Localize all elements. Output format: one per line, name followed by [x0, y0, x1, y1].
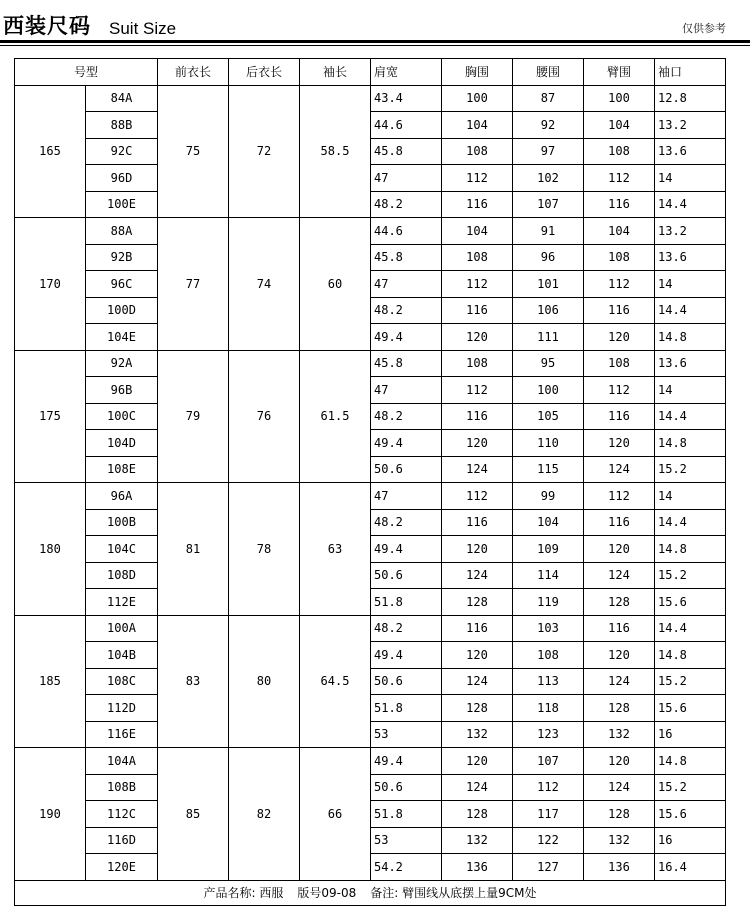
cell-shoulder: 49.4 — [371, 748, 442, 775]
cell-arm: 108 — [584, 350, 655, 377]
cell-cuff: 14.8 — [655, 324, 726, 351]
cell-waist: 104 — [513, 509, 584, 536]
cell-arm: 116 — [584, 615, 655, 642]
col-header-arm: 臂围 — [584, 59, 655, 86]
cell-size-type: 92C — [86, 138, 158, 165]
cell-size-type: 96A — [86, 483, 158, 510]
cell-cuff: 13.6 — [655, 244, 726, 271]
cell-size-type: 104D — [86, 430, 158, 457]
cell-waist: 114 — [513, 562, 584, 589]
cell-arm: 104 — [584, 218, 655, 245]
cell-cuff: 15.2 — [655, 562, 726, 589]
cell-shoulder: 44.6 — [371, 112, 442, 139]
cell-chest: 120 — [442, 642, 513, 669]
cell-waist: 105 — [513, 403, 584, 430]
cell-cuff: 14.4 — [655, 191, 726, 218]
cell-shoulder: 49.4 — [371, 642, 442, 669]
cell-shoulder: 51.8 — [371, 589, 442, 616]
cell-cuff: 15.2 — [655, 774, 726, 801]
table-row — [15, 801, 726, 828]
cell-chest: 112 — [442, 483, 513, 510]
cell-cuff: 15.6 — [655, 589, 726, 616]
cell-cuff: 16 — [655, 827, 726, 854]
cell-arm: 116 — [584, 297, 655, 324]
cell-waist: 118 — [513, 695, 584, 722]
header-rule-thick — [0, 40, 750, 43]
reference-note: 仅供参考 — [682, 22, 726, 35]
cell-shoulder: 54.2 — [371, 854, 442, 881]
cell-back-length: 80 — [229, 615, 300, 748]
cell-arm: 108 — [584, 244, 655, 271]
title-english: Suit Size — [109, 19, 177, 38]
cell-cuff: 14.8 — [655, 536, 726, 563]
cell-height: 180 — [15, 483, 86, 616]
cell-chest: 112 — [442, 165, 513, 192]
footer-version: 版号09-08 — [297, 886, 357, 900]
cell-chest: 124 — [442, 456, 513, 483]
cell-shoulder: 50.6 — [371, 456, 442, 483]
cell-waist: 127 — [513, 854, 584, 881]
cell-arm: 132 — [584, 827, 655, 854]
cell-chest: 120 — [442, 324, 513, 351]
cell-cuff: 16 — [655, 721, 726, 748]
table-row — [15, 668, 726, 695]
col-header-sleeve: 袖长 — [300, 59, 371, 86]
cell-cuff: 14.4 — [655, 615, 726, 642]
cell-chest: 108 — [442, 138, 513, 165]
cell-size-type: 116D — [86, 827, 158, 854]
table-row — [15, 562, 726, 589]
cell-shoulder: 45.8 — [371, 138, 442, 165]
col-header-cuff: 袖口 — [655, 59, 726, 86]
cell-cuff: 14 — [655, 377, 726, 404]
col-header-waist: 腰围 — [513, 59, 584, 86]
cell-front-length: 83 — [158, 615, 229, 748]
cell-shoulder: 43.4 — [371, 85, 442, 112]
cell-waist: 102 — [513, 165, 584, 192]
table-row — [15, 324, 726, 351]
table-row — [15, 297, 726, 324]
cell-cuff: 14.4 — [655, 297, 726, 324]
cell-arm: 100 — [584, 85, 655, 112]
table-row — [15, 827, 726, 854]
cell-sleeve-length: 60 — [300, 218, 371, 351]
cell-size-type: 100A — [86, 615, 158, 642]
cell-arm: 116 — [584, 509, 655, 536]
cell-cuff: 14.4 — [655, 403, 726, 430]
cell-shoulder: 49.4 — [371, 430, 442, 457]
cell-cuff: 13.2 — [655, 112, 726, 139]
cell-cuff: 14.8 — [655, 748, 726, 775]
table-row — [15, 721, 726, 748]
size-table — [14, 58, 726, 906]
cell-waist: 95 — [513, 350, 584, 377]
cell-chest: 116 — [442, 615, 513, 642]
table-row — [15, 430, 726, 457]
cell-arm: 128 — [584, 801, 655, 828]
table-row — [15, 509, 726, 536]
cell-size-type: 112E — [86, 589, 158, 616]
cell-chest: 112 — [442, 271, 513, 298]
cell-size-type: 112D — [86, 695, 158, 722]
cell-size-type: 88A — [86, 218, 158, 245]
cell-size-type: 100E — [86, 191, 158, 218]
table-row — [15, 138, 726, 165]
cell-shoulder: 45.8 — [371, 350, 442, 377]
table-row — [15, 456, 726, 483]
cell-arm: 116 — [584, 191, 655, 218]
header-rule-thin — [0, 45, 750, 46]
cell-waist: 122 — [513, 827, 584, 854]
cell-back-length: 76 — [229, 350, 300, 483]
cell-shoulder: 50.6 — [371, 562, 442, 589]
cell-shoulder: 48.2 — [371, 403, 442, 430]
title-chinese: 西装尺码 — [3, 14, 91, 38]
cell-waist: 115 — [513, 456, 584, 483]
cell-height: 175 — [15, 350, 86, 483]
cell-chest: 128 — [442, 695, 513, 722]
cell-size-type: 116E — [86, 721, 158, 748]
cell-size-type: 96D — [86, 165, 158, 192]
cell-size-type: 104C — [86, 536, 158, 563]
cell-cuff: 15.2 — [655, 456, 726, 483]
cell-arm: 128 — [584, 695, 655, 722]
cell-chest: 116 — [442, 403, 513, 430]
cell-cuff: 15.6 — [655, 695, 726, 722]
cell-height: 185 — [15, 615, 86, 748]
cell-waist: 119 — [513, 589, 584, 616]
cell-chest: 116 — [442, 191, 513, 218]
cell-size-type: 104E — [86, 324, 158, 351]
footer-product: 产品名称: 西服 — [203, 886, 284, 900]
col-header-shoulder: 肩宽 — [371, 59, 442, 86]
cell-size-type: 108D — [86, 562, 158, 589]
table-row — [15, 854, 726, 881]
cell-sleeve-length: 63 — [300, 483, 371, 616]
cell-arm: 132 — [584, 721, 655, 748]
cell-waist: 106 — [513, 297, 584, 324]
table-row — [15, 615, 726, 642]
cell-shoulder: 48.2 — [371, 509, 442, 536]
cell-chest: 116 — [442, 509, 513, 536]
cell-waist: 111 — [513, 324, 584, 351]
footer-cell — [15, 880, 726, 905]
cell-front-length: 77 — [158, 218, 229, 351]
cell-back-length: 78 — [229, 483, 300, 616]
table-row — [15, 536, 726, 563]
cell-sleeve-length: 61.5 — [300, 350, 371, 483]
table-row — [15, 350, 726, 377]
cell-arm: 112 — [584, 271, 655, 298]
cell-arm: 120 — [584, 536, 655, 563]
cell-back-length: 74 — [229, 218, 300, 351]
cell-shoulder: 51.8 — [371, 695, 442, 722]
cell-shoulder: 45.8 — [371, 244, 442, 271]
cell-shoulder: 44.6 — [371, 218, 442, 245]
cell-shoulder: 49.4 — [371, 324, 442, 351]
cell-waist: 97 — [513, 138, 584, 165]
cell-size-type: 104A — [86, 748, 158, 775]
cell-shoulder: 48.2 — [371, 297, 442, 324]
cell-arm: 112 — [584, 165, 655, 192]
cell-chest: 128 — [442, 589, 513, 616]
cell-shoulder: 48.2 — [371, 191, 442, 218]
table-row — [15, 589, 726, 616]
cell-height: 170 — [15, 218, 86, 351]
cell-front-length: 79 — [158, 350, 229, 483]
cell-size-type: 108C — [86, 668, 158, 695]
col-header-front-length: 前衣长 — [158, 59, 229, 86]
cell-size-type: 104B — [86, 642, 158, 669]
cell-arm: 108 — [584, 138, 655, 165]
cell-cuff: 15.6 — [655, 801, 726, 828]
cell-waist: 107 — [513, 191, 584, 218]
cell-waist: 108 — [513, 642, 584, 669]
cell-shoulder: 49.4 — [371, 536, 442, 563]
cell-chest: 120 — [442, 748, 513, 775]
cell-chest: 124 — [442, 774, 513, 801]
cell-arm: 112 — [584, 483, 655, 510]
table-row — [15, 85, 726, 112]
cell-shoulder: 53 — [371, 721, 442, 748]
cell-cuff: 14.4 — [655, 509, 726, 536]
cell-shoulder: 48.2 — [371, 615, 442, 642]
cell-chest: 116 — [442, 297, 513, 324]
table-row — [15, 642, 726, 669]
cell-size-type: 108B — [86, 774, 158, 801]
cell-chest: 120 — [442, 430, 513, 457]
cell-shoulder: 47 — [371, 165, 442, 192]
cell-arm: 124 — [584, 668, 655, 695]
cell-waist: 113 — [513, 668, 584, 695]
cell-arm: 120 — [584, 324, 655, 351]
cell-size-type: 100D — [86, 297, 158, 324]
cell-arm: 124 — [584, 562, 655, 589]
cell-waist: 123 — [513, 721, 584, 748]
cell-size-type: 96B — [86, 377, 158, 404]
cell-size-type: 100C — [86, 403, 158, 430]
cell-waist: 92 — [513, 112, 584, 139]
cell-size-type: 88B — [86, 112, 158, 139]
table-row — [15, 695, 726, 722]
cell-waist: 96 — [513, 244, 584, 271]
cell-cuff: 12.8 — [655, 85, 726, 112]
header-row — [15, 59, 726, 86]
cell-chest: 104 — [442, 218, 513, 245]
cell-waist: 99 — [513, 483, 584, 510]
cell-cuff: 15.2 — [655, 668, 726, 695]
cell-size-type: 112C — [86, 801, 158, 828]
cell-waist: 103 — [513, 615, 584, 642]
cell-arm: 104 — [584, 112, 655, 139]
table-row — [15, 218, 726, 245]
cell-chest: 100 — [442, 85, 513, 112]
col-header-back-length: 后衣长 — [229, 59, 300, 86]
cell-shoulder: 50.6 — [371, 774, 442, 801]
cell-size-type: 100B — [86, 509, 158, 536]
cell-height: 165 — [15, 85, 86, 218]
table-body — [15, 85, 726, 880]
cell-back-length: 82 — [229, 748, 300, 881]
cell-arm: 124 — [584, 774, 655, 801]
table-row — [15, 271, 726, 298]
cell-sleeve-length: 58.5 — [300, 85, 371, 218]
cell-cuff: 14 — [655, 271, 726, 298]
cell-cuff: 13.2 — [655, 218, 726, 245]
table-row — [15, 377, 726, 404]
table-row — [15, 483, 726, 510]
cell-chest: 132 — [442, 721, 513, 748]
cell-cuff: 13.6 — [655, 350, 726, 377]
cell-sleeve-length: 66 — [300, 748, 371, 881]
cell-arm: 136 — [584, 854, 655, 881]
cell-cuff: 14.8 — [655, 430, 726, 457]
cell-waist: 100 — [513, 377, 584, 404]
cell-sleeve-length: 64.5 — [300, 615, 371, 748]
cell-cuff: 16.4 — [655, 854, 726, 881]
cell-arm: 116 — [584, 403, 655, 430]
cell-front-length: 85 — [158, 748, 229, 881]
cell-size-type: 96C — [86, 271, 158, 298]
cell-chest: 132 — [442, 827, 513, 854]
cell-shoulder: 53 — [371, 827, 442, 854]
cell-chest: 120 — [442, 536, 513, 563]
cell-height: 190 — [15, 748, 86, 881]
cell-arm: 120 — [584, 430, 655, 457]
cell-chest: 128 — [442, 801, 513, 828]
cell-arm: 128 — [584, 589, 655, 616]
cell-waist: 91 — [513, 218, 584, 245]
cell-size-type: 108E — [86, 456, 158, 483]
footer-row — [15, 880, 726, 905]
cell-arm: 124 — [584, 456, 655, 483]
cell-chest: 124 — [442, 668, 513, 695]
cell-waist: 110 — [513, 430, 584, 457]
col-header-chest: 胸围 — [442, 59, 513, 86]
page-header — [0, 0, 750, 48]
cell-chest: 108 — [442, 244, 513, 271]
cell-cuff: 14 — [655, 483, 726, 510]
cell-arm: 120 — [584, 748, 655, 775]
cell-shoulder: 51.8 — [371, 801, 442, 828]
cell-waist: 109 — [513, 536, 584, 563]
cell-cuff: 14.8 — [655, 642, 726, 669]
cell-waist: 87 — [513, 85, 584, 112]
cell-chest: 108 — [442, 350, 513, 377]
table-row — [15, 244, 726, 271]
footer-note: 备注: 臂围线从底摆上量9CM处 — [370, 886, 537, 900]
table-row — [15, 748, 726, 775]
table-row — [15, 774, 726, 801]
table-row — [15, 191, 726, 218]
cell-waist: 112 — [513, 774, 584, 801]
col-header-type: 号型 — [15, 59, 158, 86]
cell-shoulder: 47 — [371, 377, 442, 404]
cell-arm: 120 — [584, 642, 655, 669]
cell-waist: 117 — [513, 801, 584, 828]
cell-shoulder: 50.6 — [371, 668, 442, 695]
table-row — [15, 112, 726, 139]
cell-size-type: 84A — [86, 85, 158, 112]
cell-front-length: 75 — [158, 85, 229, 218]
cell-front-length: 81 — [158, 483, 229, 616]
cell-size-type: 92B — [86, 244, 158, 271]
cell-waist: 107 — [513, 748, 584, 775]
cell-size-type: 92A — [86, 350, 158, 377]
table-row — [15, 165, 726, 192]
cell-shoulder: 47 — [371, 483, 442, 510]
cell-cuff: 13.6 — [655, 138, 726, 165]
cell-chest: 112 — [442, 377, 513, 404]
cell-chest: 104 — [442, 112, 513, 139]
cell-chest: 124 — [442, 562, 513, 589]
cell-cuff: 14 — [655, 165, 726, 192]
table-row — [15, 403, 726, 430]
cell-chest: 136 — [442, 854, 513, 881]
cell-shoulder: 47 — [371, 271, 442, 298]
cell-back-length: 72 — [229, 85, 300, 218]
cell-waist: 101 — [513, 271, 584, 298]
cell-arm: 112 — [584, 377, 655, 404]
cell-size-type: 120E — [86, 854, 158, 881]
